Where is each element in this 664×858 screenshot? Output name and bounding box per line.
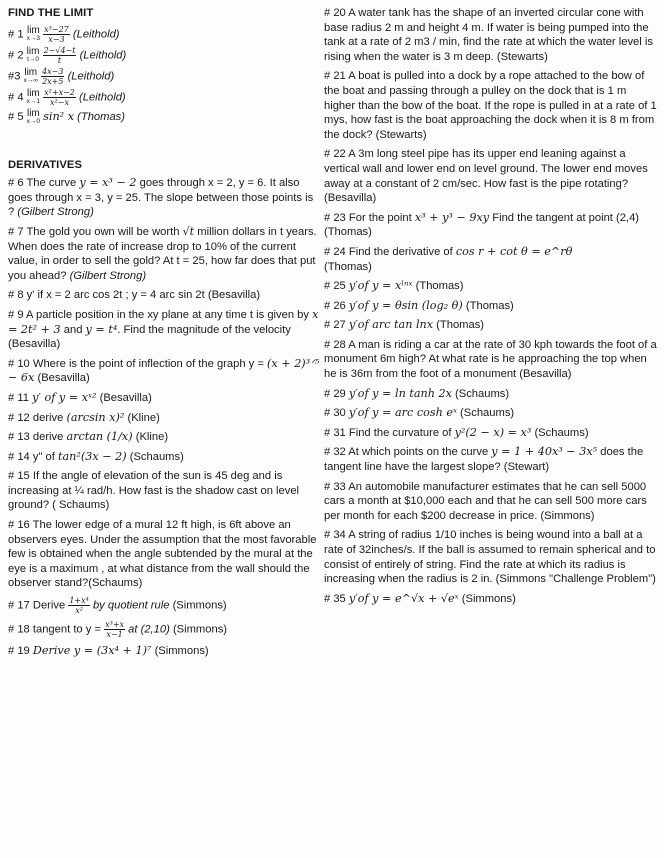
problem-23 xyxy=(324,211,658,240)
source-citation: (Schaums) xyxy=(455,387,510,400)
math-expression: y′of arc tan lnx xyxy=(348,318,434,332)
problem-text: # 32 At which points on the curve xyxy=(324,446,489,459)
source-citation: (Besavilla) xyxy=(99,391,152,404)
limit-subscript: x→0 xyxy=(26,117,41,125)
math-expression: y′of y = θsin (log₂ θ) xyxy=(348,298,463,312)
limit-expression: sin² x xyxy=(43,109,75,123)
math-expression: (arcsin x)² xyxy=(66,410,125,424)
math-expression: x³ + y³ − 9xy xyxy=(414,210,490,224)
source-citation: (Kline) xyxy=(135,431,169,444)
problem-text: # 10 Where is the point of inflection of the graph y = xyxy=(8,357,264,370)
source-citation: (Leithold) xyxy=(79,49,127,62)
limit-operator: lim x→1 xyxy=(26,88,41,106)
source-citation: (Besavilla) xyxy=(37,372,90,385)
problem-text: Find the tangent at point (2,4) (Thomas) xyxy=(324,211,640,239)
fraction-numerator: x³−27 xyxy=(44,24,69,34)
limit-fraction xyxy=(41,67,64,86)
problem-text: goes through x = 2, y = 6. It also goes through x = 3, y = 25. The slope between those points is ? xyxy=(8,177,314,219)
fraction-denominator: x² xyxy=(75,606,83,616)
limit-subscript: x→1 xyxy=(26,98,41,106)
problem-22: # 22 A 3m long steel pipe has its upper end leaning against a vertical wall and lower end on level ground. The lower end moves away at a constant of 2 cm/sec. How fast is the pipe rotating? (Besavilla) xyxy=(324,148,648,205)
limit-operator: lim x→3 xyxy=(26,25,41,43)
fraction-numerator: x³+x xyxy=(105,620,125,630)
problem-text: million dollars in t years. When does the rate of increase drop to 10% of the current value, in order to sell the gold? At t = 25, how far does that put you ahead? xyxy=(8,225,317,282)
problem-text: # 9 A particle position in the xy plane at any time t is given by xyxy=(8,308,309,321)
source-citation: (Gilbert Strong) xyxy=(17,206,94,219)
limit-problem-5 xyxy=(8,109,320,125)
limit-fraction xyxy=(43,25,70,44)
problem-number: # 30 xyxy=(324,407,346,420)
source-citation: (Simmons) xyxy=(461,592,516,605)
problem-text: does the tangent line have the largest slope? (Stewart) xyxy=(324,446,644,474)
limit-operator: lim x→0 xyxy=(26,107,41,125)
problem-number: # 11 xyxy=(8,391,29,404)
fraction-denominator: x−1 xyxy=(106,630,123,640)
problem-text: # 18 tangent to y = xyxy=(8,623,101,636)
source-citation: (Schaums) xyxy=(534,426,589,439)
problem-text: # 13 derive xyxy=(8,431,64,444)
fraction-denominator: t xyxy=(57,55,62,65)
problem-11 xyxy=(8,391,320,406)
math-expression: √t xyxy=(182,224,195,238)
math-expression: y′of y = xˡⁿˣ xyxy=(348,279,413,293)
source-citation: (Simmons) xyxy=(154,645,209,658)
problem-7 xyxy=(8,225,320,283)
problem-30 xyxy=(324,406,658,421)
fraction-numerator: 4x−3 xyxy=(42,66,64,76)
source-citation: (Gilbert Strong) xyxy=(69,269,147,282)
problem-19 xyxy=(8,644,320,659)
problem-text: # 6 The curve xyxy=(8,177,77,190)
fraction-numerator: x²+x−2 xyxy=(44,87,75,97)
source-citation: (Leithold) xyxy=(72,28,120,41)
problem-number: # 2 xyxy=(8,49,24,62)
problem-16: # 16 The lower edge of a mural 12 ft high, is 6ft above an observers eyes. Under the assumption that the most favorable few is obtained when the angle subtended by the mural at the eye is a maximum , at what distance from the wall should the observer stand?(Schaums) xyxy=(8,519,317,590)
problem-12 xyxy=(8,411,320,426)
math-expression: y = x³ − 2 xyxy=(79,176,137,190)
math-expression: y′ of y = xˣ² xyxy=(32,390,97,404)
source-citation: (Simmons) xyxy=(172,623,228,636)
problem-34: # 34 A string of radius 1/10 inches is being wound into a ball at a rate of 32inches/s. If the ball is assumed to remain spherical and to consist of entirely of string. Find the rate at which its radius is increasing when the radius is 2 in. (Simmons "Challenge Problem") xyxy=(324,529,656,586)
problem-text: and xyxy=(63,323,83,336)
source-citation: (Leithold) xyxy=(67,70,115,83)
problem-number: # 29 xyxy=(324,387,346,400)
problem-number: # 26 xyxy=(324,299,346,312)
math-expression: y = t⁴ xyxy=(85,322,118,336)
problem-text: # 12 derive xyxy=(8,411,64,424)
problem-26 xyxy=(324,299,658,314)
limit-subscript: t→0 xyxy=(27,56,40,64)
source-citation: (Thomas) xyxy=(77,110,126,123)
problem-28: # 28 A man is riding a car at the rate of 30 kph towards the foot of a monument 6m high? At what rate is he approaching the top when he is 36m from the foot of a monument (Besavilla) xyxy=(324,338,657,381)
problem-text: # 17 Derive xyxy=(8,599,66,612)
problem-number: # 4 xyxy=(8,91,24,104)
limit-operator: lim t→0 xyxy=(26,46,40,64)
problem-9 xyxy=(8,308,320,352)
problem-text: # 31 Find the curvature of xyxy=(324,426,452,439)
fraction-denominator: x²−x xyxy=(50,97,69,107)
problem-number: # 19 xyxy=(8,645,30,658)
problem-number: # 35 xyxy=(324,592,346,605)
limit-subscript: x→∞ xyxy=(23,77,38,85)
derivatives-heading: DERIVATIVES xyxy=(8,158,83,171)
limit-problem-3 xyxy=(8,67,320,86)
problem-13 xyxy=(8,430,320,445)
right-column xyxy=(324,6,658,611)
fraction-denominator: 2x+5 xyxy=(42,76,64,86)
problem-text: # 7 The gold you own will be worth xyxy=(8,225,180,238)
source-citation: (Leithold) xyxy=(79,91,126,104)
problem-text: by quotient rule xyxy=(92,599,170,612)
math-expression: y′of y = e^√x + √eˣ xyxy=(348,591,459,605)
problem-18 xyxy=(8,620,320,639)
math-fraction xyxy=(68,596,90,615)
problem-24 xyxy=(324,245,658,274)
math-expression: y = 1 + 40x³ − 3x⁵ xyxy=(491,445,598,459)
math-expression: y²(2 − x) = x³ xyxy=(454,425,532,439)
source-citation: (Schaums) xyxy=(129,450,184,463)
problem-20: # 20 A water tank has the shape of an inverted circular cone with base radius 2 m and height 4 m. If water is being pumped into the tank at a rate of 2 m3 / min, find the rate at which the water level is rising when the water is 3 m deep. (Stewarts) xyxy=(324,7,653,63)
problem-number: # 5 xyxy=(8,110,24,123)
math-expression: tan²(3x − 2) xyxy=(58,449,127,463)
fraction-numerator: 2−√4−t xyxy=(43,45,76,55)
problem-number: # 1 xyxy=(8,28,24,41)
math-expression: arctan (1/x) xyxy=(66,430,133,444)
problem-text: # 14 y" of xyxy=(8,450,55,463)
math-expression: (x + 2)³ᐟ⁵ − 6x xyxy=(8,356,320,385)
problem-17 xyxy=(8,596,320,615)
limit-problem-4 xyxy=(8,88,320,107)
problem-text: # 23 For the point xyxy=(324,211,412,224)
source-citation: (Kline) xyxy=(127,411,160,424)
problem-15: # 15 If the angle of elevation of the sun is 45 deg and is increasing at ¼ rad/h. How fast is the shadow cast on level ground? ( Schaums) xyxy=(8,470,300,512)
source-citation: (Thomas) xyxy=(436,319,485,332)
limit-fraction xyxy=(43,88,76,107)
problem-14 xyxy=(8,450,320,465)
problem-31 xyxy=(324,426,658,441)
math-expression: y′of y = arc cosh eˣ xyxy=(348,406,457,420)
problem-8: # 8 y' if x = 2 arc cos 2t ; y = 4 arc sin 2t (Besavilla) xyxy=(8,289,261,302)
fraction-denominator: x−3 xyxy=(48,34,65,44)
problem-29 xyxy=(324,387,658,402)
limit-operator: lim x→∞ xyxy=(23,67,38,85)
fraction-numerator: 1+x⁴ xyxy=(69,596,89,606)
math-fraction xyxy=(104,620,125,639)
math-expression: cos r + cot θ = e^rθ xyxy=(455,244,573,258)
source-citation: (Thomas) xyxy=(324,260,372,273)
problem-25 xyxy=(324,279,658,294)
left-column xyxy=(8,6,320,664)
problem-32 xyxy=(324,445,658,474)
problem-text: at (2,10) xyxy=(128,623,170,636)
math-expression: Derive y = (3x⁴ + 1)⁷ xyxy=(32,644,152,658)
problem-number: # 25 xyxy=(324,280,346,293)
problem-21: # 21 A boat is pulled into a dock by a rope attached to the bow of the boat and passing through a pulley on the dock that is 1 m higher than the bow of the boat. If the rope is pulled in at a rate of 1 mys, how fast is the boat approaching the dock when it is 8 m from the dock? (Stewarts) xyxy=(324,70,657,141)
limit-subscript: x→3 xyxy=(26,35,41,43)
problem-10 xyxy=(8,357,320,386)
limit-problem-1 xyxy=(8,25,320,44)
problem-6 xyxy=(8,176,320,220)
source-citation: (Thomas) xyxy=(415,280,464,293)
problem-text: . Find the magnitude of the velocity (Besavilla) xyxy=(8,323,291,351)
limit-fraction xyxy=(43,46,77,65)
problem-text: # 24 Find the derivative of xyxy=(324,245,453,258)
source-citation: (Simmons) xyxy=(172,599,227,612)
section-spacer xyxy=(8,130,320,158)
problem-number: #3 xyxy=(8,70,21,83)
math-expression: x = 2t² + 3 xyxy=(8,307,319,336)
limit-heading: FIND THE LIMIT xyxy=(8,7,94,19)
math-expression: y′of y = ln tanh 2x xyxy=(348,386,452,400)
limit-problem-2 xyxy=(8,46,320,65)
problem-number: # 27 xyxy=(324,319,346,332)
problem-35 xyxy=(324,592,658,607)
problem-33: # 33 An automobile manufacturer estimates that he can sell 5000 cars a month at $10,000 each and that he can sell 500 more cars per month for each $200 decrease in price. (Simmons) xyxy=(324,480,647,522)
problem-27 xyxy=(324,318,658,333)
source-citation: (Thomas) xyxy=(465,299,514,312)
source-citation: (Schaums) xyxy=(460,407,515,420)
